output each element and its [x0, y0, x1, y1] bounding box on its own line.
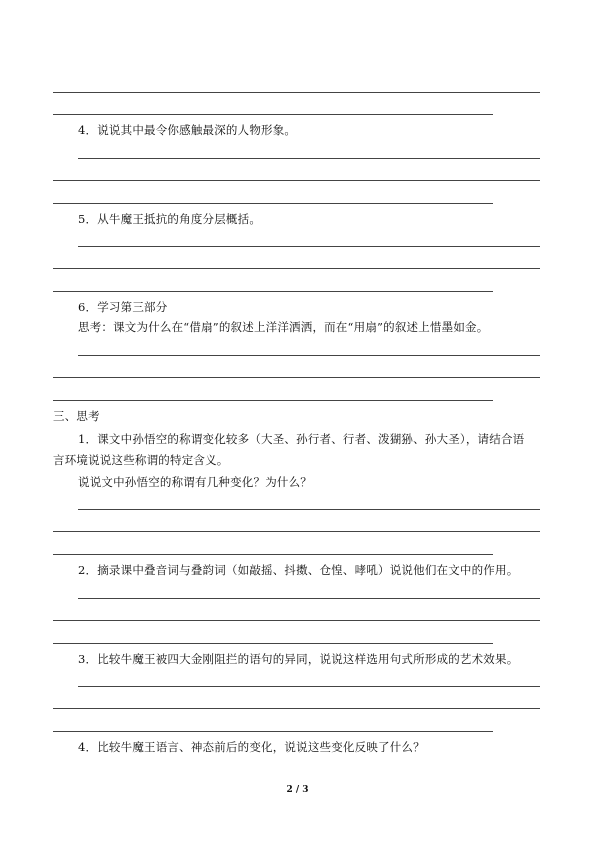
answer-line — [78, 158, 540, 159]
question-4: 4．说说其中最令你感触最深的人物形象。 — [78, 123, 297, 137]
section-3-heading: 三、思考 — [53, 409, 100, 423]
answer-line — [78, 598, 540, 599]
answer-line — [78, 509, 540, 510]
answer-line — [78, 246, 540, 247]
answer-line — [53, 203, 493, 204]
section-3-q1-line2: 言环境说说这些称谓的特定含义。 — [53, 453, 229, 467]
answer-line — [78, 686, 540, 687]
answer-line — [53, 554, 493, 555]
answer-line — [53, 92, 540, 93]
answer-line — [53, 291, 493, 292]
question-6-title: 6．学习第三部分 — [78, 300, 168, 314]
answer-line — [53, 377, 540, 378]
section-3-q2: 2．摘录课中叠音词与叠韵词（如敲摇、抖擞、仓惶、哮吼）说说他们在文中的作用。 — [78, 563, 519, 577]
answer-line — [53, 400, 493, 401]
answer-line — [53, 531, 540, 532]
answer-line — [53, 620, 540, 621]
page-number: 2 / 3 — [286, 785, 309, 795]
answer-line — [53, 731, 493, 732]
section-3-q4: 4．比较牛魔王语言、神态前后的变化，说说这些变化反映了什么？ — [78, 740, 425, 754]
answer-line — [53, 114, 493, 115]
section-3-q3: 3．比较牛魔王被四大金刚阻拦的语句的异同，说说这样选用句式所形成的艺术效果。 — [78, 652, 519, 666]
section-3-q1-line1: 1．课文中孙悟空的称谓变化较多（大圣、孙行者、行者、泼猢狲、孙大圣），请结合语 — [78, 432, 525, 446]
section-3-q1-sub: 说说文中孙悟空的称谓有几种变化？为什么？ — [78, 475, 312, 489]
answer-line — [53, 268, 540, 269]
answer-line — [53, 180, 540, 181]
answer-line — [78, 355, 540, 356]
answer-line — [53, 643, 493, 644]
question-6-think: 思考：课文为什么在“借扇”的叙述上洋洋洒洒，而在“用扇”的叙述上惜墨如金。 — [78, 320, 489, 334]
answer-line — [53, 708, 540, 709]
question-5: 5．从牛魔王抵抗的角度分层概括。 — [78, 212, 262, 226]
